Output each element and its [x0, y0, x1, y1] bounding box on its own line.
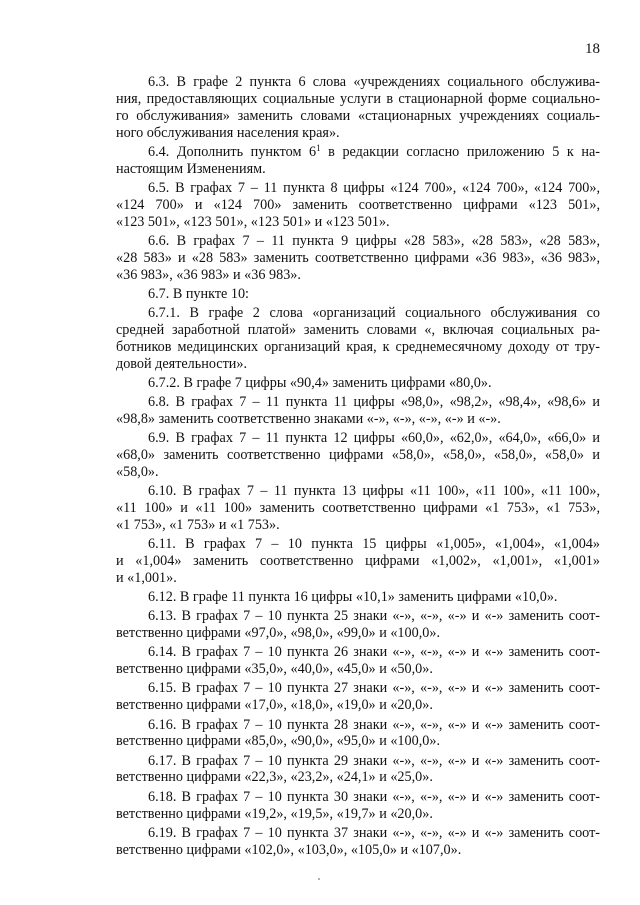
text-line: и «1,004» заменить соответственно цифрами «1,002», «1,001», «1,001»: [116, 553, 600, 570]
text-line: 6.6. В графах 7 – 11 пункта 9 цифры «28 583», «28 583», «28 583»,: [148, 232, 600, 249]
scan-speck: [318, 878, 320, 880]
paragraph-6-7-1: [116, 305, 600, 373]
text-line: ветственно цифрами «17,0», «18,0», «19,0» и «20,0».: [116, 697, 433, 714]
text-line: ного обслуживания населения края».: [116, 124, 340, 141]
text-line: «123 501», «123 501», «123 501» и «123 501».: [116, 213, 390, 230]
text-line: 6.11. В графах 7 – 10 пункта 15 цифры «1,005», «1,004», «1,004»: [148, 536, 600, 553]
text-line: ветственно цифрами «35,0», «40,0», «45,0» и «50,0».: [116, 661, 433, 678]
paragraph-6-9: [116, 430, 600, 481]
superscript: 1: [316, 142, 321, 153]
paragraph-6-4: [116, 144, 600, 178]
text-line: 6.7. В пункте 10:: [148, 285, 249, 302]
paragraph-6-5: [116, 180, 600, 231]
text-line: ветственно цифрами «102,0», «103,0», «105,0» и «107,0».: [116, 841, 462, 858]
paragraph-6-7-2: [116, 375, 600, 392]
paragraph-6-18: [116, 789, 600, 823]
paragraph-6-6: [116, 233, 600, 284]
text-line: ветственно цифрами «97,0», «98,0», «99,0» и «100,0».: [116, 625, 440, 642]
text-line: 6.3. В графе 2 пункта 6 слова «учреждениях социального обслужива-: [148, 74, 600, 90]
text-line: 6.7.2. В графе 7 цифры «90,4» заменить цифрами «80,0».: [148, 374, 492, 391]
text-line: ветственно цифрами «19,2», «19,5», «19,7» и «20,0».: [116, 805, 433, 822]
paragraph-6-15: [116, 680, 600, 714]
paragraph-6-13: [116, 608, 600, 642]
paragraph-6-8: [116, 394, 600, 428]
text-line: [116, 144, 600, 161]
text-line: 6.9. В графах 7 – 11 пункта 12 цифры «60,0», «62,0», «64,0», «66,0» и: [148, 430, 600, 447]
text-line: ветственно цифрами «85,0», «90,0», «95,0» и «100,0».: [116, 733, 440, 750]
text-line: «68,0» заменить соответственно цифрами «58,0», «58,0», «58,0», «58,0» и: [116, 447, 600, 464]
text-line: 6.12. В графе 11 пункта 16 цифры «10,1» заменить цифрами «10,0».: [148, 589, 558, 606]
document-body: [116, 74, 600, 861]
text-fragment: в редакции согласно приложению 5 к на-: [320, 143, 600, 160]
text-fragment: 6.4. Дополнить пунктом 6: [148, 143, 317, 160]
text-line: 6.7.1. В графе 2 слова «организаций социального обслуживания со: [148, 305, 600, 322]
text-line: 6.18. В графах 7 – 10 пункта 30 знаки «-», «-», «-» и «-» заменить соот-: [148, 788, 600, 805]
text-line: довой деятельности».: [116, 355, 248, 372]
paragraph-6-12: [116, 589, 600, 606]
text-line: го обслуживания» заменить словами «стационарных учреждениях социаль-: [116, 107, 600, 124]
text-line: 6.19. В графах 7 – 10 пункта 37 знаки «-», «-», «-» и «-» заменить соот-: [148, 824, 600, 841]
text-line: 6.16. В графах 7 – 10 пункта 28 знаки «-», «-», «-» и «-» заменить соот-: [148, 716, 600, 733]
text-line: ботников медицинских организаций края, к среднемесячному доходу от тру-: [116, 338, 600, 355]
text-line: средней заработной платой» заменить словами «, включая социальных ра-: [116, 321, 600, 338]
text-line: 6.8. В графах 7 – 11 пункта 11 цифры «98,0», «98,2», «98,4», «98,6» и: [148, 394, 600, 411]
text-line: «58,0».: [116, 463, 159, 480]
paragraph-6-10: [116, 483, 600, 534]
text-line: «36 983», «36 983» и «36 983».: [116, 266, 301, 283]
text-line: «11 100» и «11 100» заменить соответственно цифрами «1 753», «1 753»,: [116, 500, 600, 517]
text-line: и «1,001».: [116, 569, 177, 586]
text-line: 6.13. В графах 7 – 10 пункта 25 знаки «-», «-», «-» и «-» заменить соот-: [148, 608, 600, 625]
text-line: 6.17. В графах 7 – 10 пункта 29 знаки «-», «-», «-» и «-» заменить соот-: [148, 752, 600, 769]
text-line: «124 700» и «124 700» заменить соответственно цифрами «123 501»,: [116, 196, 600, 213]
paragraph-6-3: [116, 74, 600, 142]
text-line: 6.10. В графах 7 – 11 пункта 13 цифры «11 100», «11 100», «11 100»,: [148, 483, 600, 500]
paragraph-6-16: [116, 717, 600, 751]
text-line: 6.5. В графах 7 – 11 пункта 8 цифры «124 700», «124 700», «124 700»,: [148, 179, 600, 196]
text-line: 6.14. В графах 7 – 10 пункта 26 знаки «-», «-», «-» и «-» заменить соот-: [148, 644, 600, 661]
paragraph-6-14: [116, 644, 600, 678]
paragraph-6-17: [116, 753, 600, 787]
text-line: 6.15. В графах 7 – 10 пункта 27 знаки «-», «-», «-» и «-» заменить соот-: [148, 680, 600, 697]
paragraph-6-7: [116, 286, 600, 303]
page-number: 18: [585, 41, 600, 57]
paragraph-6-11: [116, 536, 600, 587]
text-line: «98,8» заменить соответственно знаками «-», «-», «-», «-» и «-».: [116, 411, 501, 427]
text-line: «1 753», «1 753» и «1 753».: [116, 516, 280, 533]
text-line: настоящим Изменениям.: [116, 160, 266, 177]
paragraph-6-19: [116, 825, 600, 859]
text-line: ния, предоставляющих социальные услуги в стационарной форме социально-: [116, 90, 600, 107]
text-line: «28 583» и «28 583» заменить соответственно цифрами «36 983», «36 983»,: [116, 249, 600, 266]
text-line: ветственно цифрами «22,3», «23,2», «24,1» и «25,0».: [116, 769, 433, 786]
